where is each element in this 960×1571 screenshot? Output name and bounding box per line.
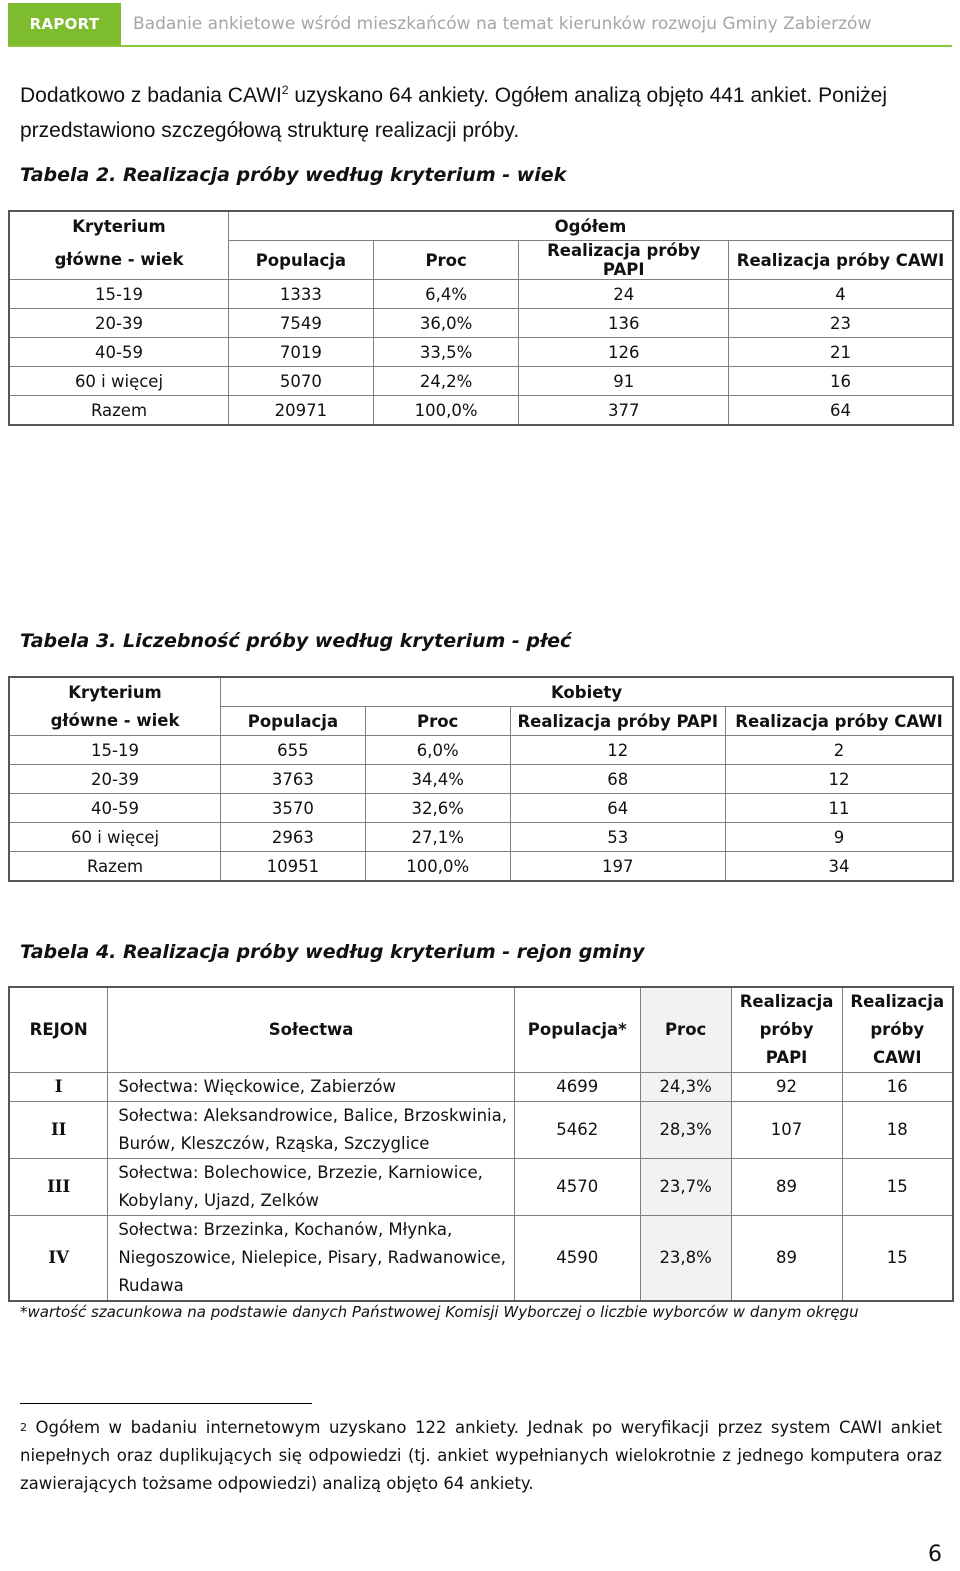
papi-line: PAPI (765, 1048, 808, 1067)
cell: 12 (510, 736, 726, 765)
cell: 15-19 (9, 280, 228, 309)
cell: 40-59 (9, 794, 221, 823)
table-row (9, 338, 953, 367)
cell: 53 (510, 823, 726, 852)
footnote-number: 2 (20, 1421, 27, 1434)
cell: 64 (510, 794, 726, 823)
table3-caption: Tabela 3. Liczebność próby według kryterium - płeć (20, 630, 572, 652)
cell: 68 (510, 765, 726, 794)
cell: 15 (842, 1159, 953, 1216)
cawi-line: Realizacja (850, 992, 945, 1011)
footnote-text: Ogółem w badaniu internetowym uzyskano 122 ankiety. Jednak po weryfikacji przez system CAWI ankiet niepełnych oraz duplikujących się odpowiedzi (tj. ankiet wypełnianych wielokrotnie z jednego komputera oraz zawierających tożsame odpowiedzi) analizą objęto 64 ankiety. (20, 1418, 942, 1493)
cell: 4 (728, 280, 953, 309)
cell: 6,0% (365, 736, 510, 765)
report-header (8, 3, 952, 47)
cell: 28,3% (640, 1102, 731, 1159)
intro-text-1: Dodatkowo z badania CAWI (20, 84, 282, 107)
cell: 32,6% (365, 794, 510, 823)
solectwa-line: Rudawa (118, 1276, 184, 1295)
table-row (9, 736, 953, 765)
cell: 4570 (514, 1159, 640, 1216)
table3 (8, 676, 954, 882)
cell: 4699 (514, 1073, 640, 1102)
table2-col: Realizacja próby PAPI (519, 241, 729, 280)
cell: 20-39 (9, 309, 228, 338)
table4 (8, 986, 954, 1302)
footnote (20, 1414, 942, 1498)
cell: 64 (728, 396, 953, 426)
table2-caption: Tabela 2. Realizacja próby według kryterium - wiek (20, 164, 567, 186)
table-row (9, 280, 953, 309)
intro-paragraph (20, 73, 945, 148)
report-title: Badanie ankietowe wśród mieszkańców na temat kierunków rozwoju Gminy Zabierzów (133, 14, 872, 34)
table3-group-header: Kobiety (221, 677, 953, 707)
table3-col: Populacja (221, 707, 366, 736)
cell: 27,1% (365, 823, 510, 852)
cell: 16 (728, 367, 953, 396)
table-row (9, 309, 953, 338)
table4-note: *wartość szacunkowa na podstawie danych Państwowej Komisji Wyborczej o liczbie wyborców w danym okręgu (20, 1303, 859, 1321)
cell: 92 (731, 1073, 842, 1102)
solectwa-line: Sołectwa: Brzezinka, Kochanów, Młynka, (118, 1220, 453, 1239)
cell: 23,8% (640, 1216, 731, 1302)
cell: 24,2% (373, 367, 519, 396)
table-row (9, 1073, 953, 1102)
footnote-ref[interactable]: 2 (281, 83, 289, 97)
cell: 91 (519, 367, 729, 396)
cell: 4590 (514, 1216, 640, 1302)
cell: Razem (9, 852, 221, 882)
cell: 16 (842, 1073, 953, 1102)
cell: 40-59 (9, 338, 228, 367)
cell: 34,4% (365, 765, 510, 794)
papi-line: próby (759, 1020, 814, 1039)
cell: 34 (726, 852, 954, 882)
cell: 21 (728, 338, 953, 367)
table4-col-papi (731, 987, 842, 1073)
cell: 5462 (514, 1102, 640, 1159)
cawi-line: próby (870, 1020, 925, 1039)
report-badge: RAPORT (8, 3, 121, 45)
cell: 60 i więcej (9, 367, 228, 396)
cell: 100,0% (365, 852, 510, 882)
cell: 655 (221, 736, 366, 765)
cell: 2963 (221, 823, 366, 852)
table-row (9, 1102, 953, 1159)
cell: 3570 (221, 794, 366, 823)
cell: 7549 (228, 309, 373, 338)
table2-crit-header-2: główne - wiek (9, 241, 228, 280)
table-row (9, 367, 953, 396)
cell: 23,7% (640, 1159, 731, 1216)
table-row (9, 1159, 953, 1216)
solectwa-cell (108, 1102, 515, 1159)
table3-col: Realizacja próby PAPI (510, 707, 726, 736)
cell: 23 (728, 309, 953, 338)
rejon-cell: II (9, 1102, 108, 1159)
solectwa-line: Sołectwa: Więckowice, Zabierzów (118, 1077, 396, 1096)
table-row (9, 765, 953, 794)
cell: 126 (519, 338, 729, 367)
table4-col-proc: Proc (640, 987, 731, 1073)
table-row (9, 794, 953, 823)
solectwa-cell (108, 1073, 515, 1102)
rejon-cell: IV (9, 1216, 108, 1302)
table2 (8, 210, 954, 426)
table4-col-solectwa: Sołectwa (108, 987, 515, 1073)
cell: 11 (726, 794, 954, 823)
cell: 7019 (228, 338, 373, 367)
cell: 20-39 (9, 765, 221, 794)
cell: 377 (519, 396, 729, 426)
solectwa-line: Sołectwa: Bolechowice, Brzezie, Karniowice, (118, 1163, 483, 1182)
table2-col: Realizacja próby CAWI (728, 241, 953, 280)
intro-text-2: uzyskano 64 ankiety. Ogółem analizą objęto 441 ankiet. Poniżej przedstawiono szczegółową strukturę realizacji próby. (20, 84, 888, 142)
table-row (9, 396, 953, 426)
table-row (9, 823, 953, 852)
table-row (9, 852, 953, 882)
solectwa-cell (108, 1159, 515, 1216)
table3-crit-header-2: główne - wiek (9, 707, 221, 736)
table-row (9, 1216, 953, 1302)
solectwa-line: Kobylany, Ujazd, Zelków (118, 1191, 320, 1210)
solectwa-line: Burów, Kleszczów, Rząska, Szczyglice (118, 1134, 430, 1153)
cell: 107 (731, 1102, 842, 1159)
rejon-cell: III (9, 1159, 108, 1216)
table3-col: Proc (365, 707, 510, 736)
papi-line: Realizacja (739, 992, 834, 1011)
cell: 60 i więcej (9, 823, 221, 852)
cell: 100,0% (373, 396, 519, 426)
cawi-line: CAWI (873, 1048, 922, 1067)
cell: 15 (842, 1216, 953, 1302)
cell: 5070 (228, 367, 373, 396)
table3-col: Realizacja próby CAWI (726, 707, 954, 736)
cell: 24,3% (640, 1073, 731, 1102)
solectwa-line: Sołectwa: Aleksandrowice, Balice, Brzoskwinia, (118, 1106, 507, 1125)
table4-col-rejon: REJON (9, 987, 108, 1073)
table4-col-populacja: Populacja* (514, 987, 640, 1073)
cell: 89 (731, 1216, 842, 1302)
cell: 89 (731, 1159, 842, 1216)
cell: 197 (510, 852, 726, 882)
solectwa-cell (108, 1216, 515, 1302)
rejon-cell: I (9, 1073, 108, 1102)
cell: 33,5% (373, 338, 519, 367)
cell: 2 (726, 736, 954, 765)
table2-group-header: Ogółem (228, 211, 953, 241)
cell: 1333 (228, 280, 373, 309)
cell: 3763 (221, 765, 366, 794)
table4-col-cawi (842, 987, 953, 1073)
table2-col: Populacja (228, 241, 373, 280)
cell: 15-19 (9, 736, 221, 765)
cell: 10951 (221, 852, 366, 882)
cell: 6,4% (373, 280, 519, 309)
cell: 12 (726, 765, 954, 794)
table2-col: Proc (373, 241, 519, 280)
cell: 36,0% (373, 309, 519, 338)
cell: 18 (842, 1102, 953, 1159)
cell: 136 (519, 309, 729, 338)
table3-crit-header: Kryterium (9, 677, 221, 707)
page-number: 6 (928, 1542, 942, 1567)
cell: 24 (519, 280, 729, 309)
footnote-separator (20, 1403, 312, 1404)
table2-crit-header: Kryterium (9, 211, 228, 241)
table4-caption: Tabela 4. Realizacja próby według kryterium - rejon gminy (20, 941, 645, 963)
cell: 9 (726, 823, 954, 852)
solectwa-line: Niegoszowice, Nielepice, Pisary, Radwanowice, (118, 1248, 506, 1267)
cell: 20971 (228, 396, 373, 426)
cell: Razem (9, 396, 228, 426)
